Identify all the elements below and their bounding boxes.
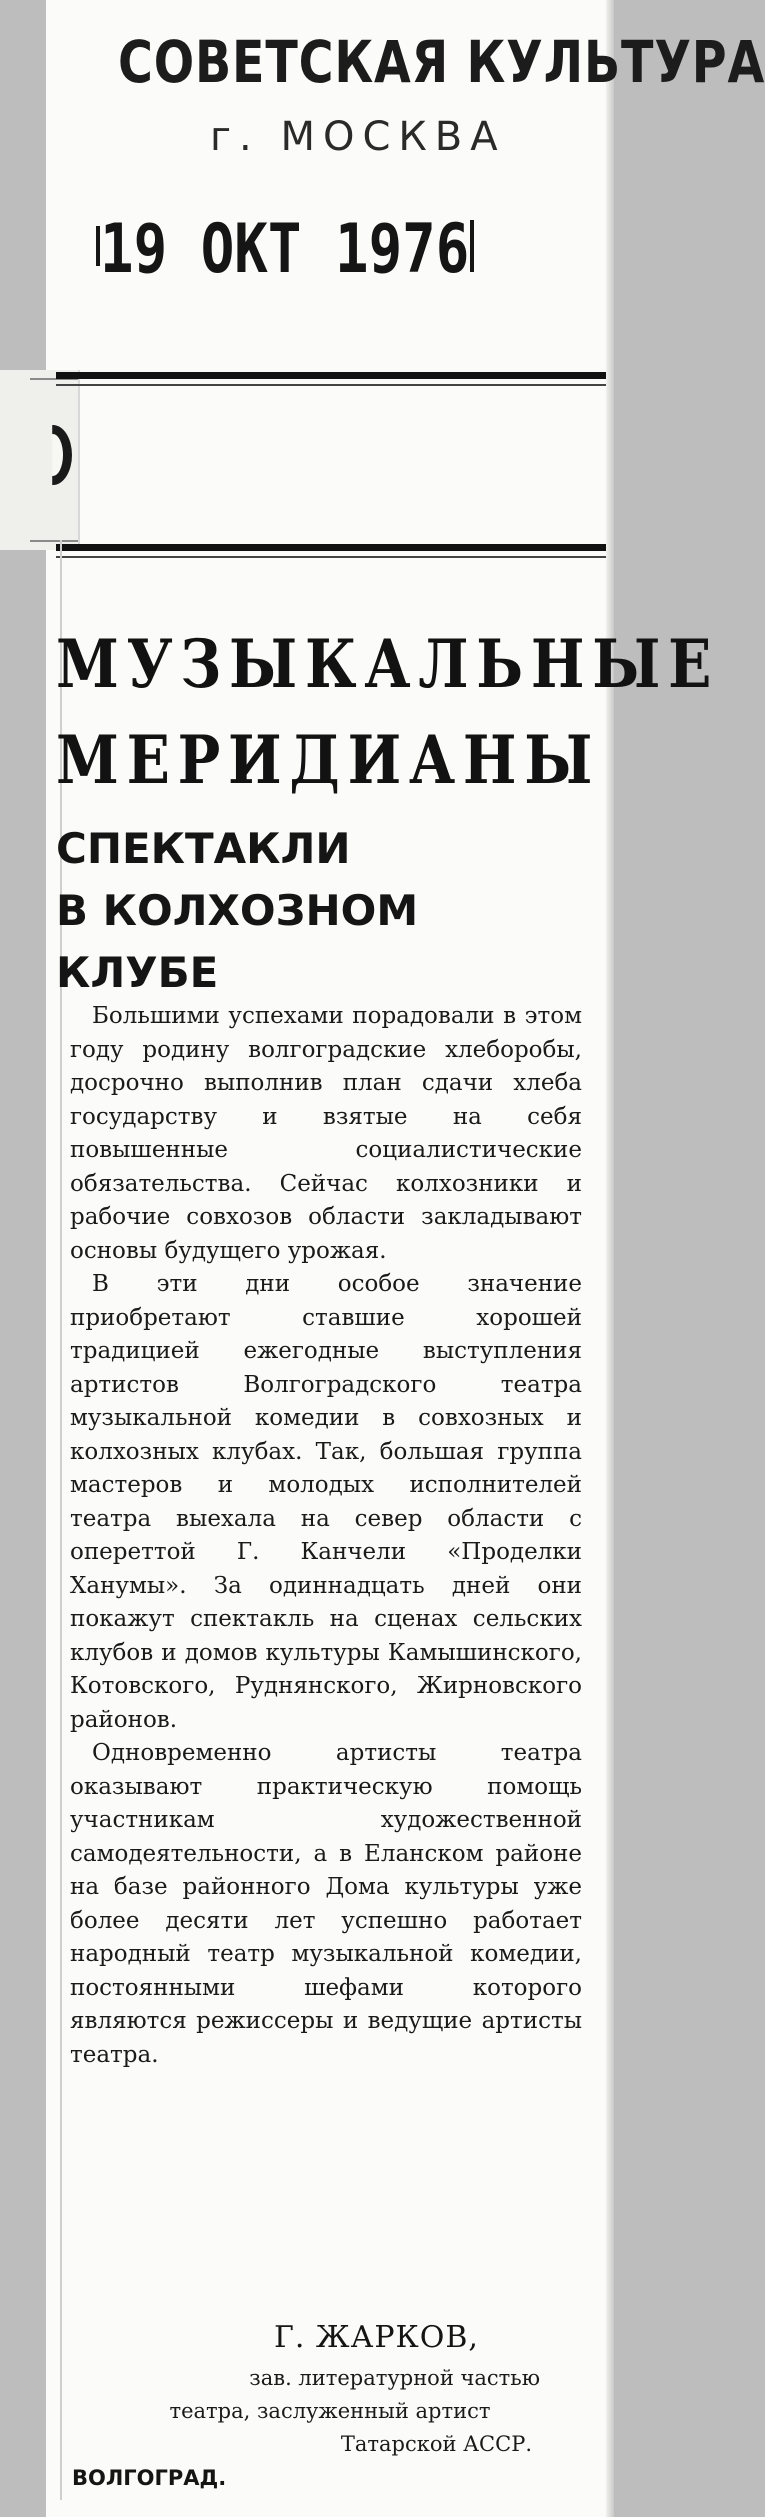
subheadline-line: КЛУБЕ	[56, 948, 219, 997]
headline-line: МЕРИДИАНЫ	[56, 721, 601, 799]
article-paragraph: В эти дни особое значение приобретают ставшие хорошей традицией ежегодные выступления артистов Волгоградского театра музыкальной комедии в совхозных и колхозных клубах. Так, большая группа мастеров и молодых исполнителей театра выехала на север области с опереттой Г. Канчели «Проделки Ханумы». За одиннадцать дней они покажут спектакль на сценах сельских клубов и домов культуры Камышинского, Котовского, Руднянского, Жирновского районов.	[70, 1271, 582, 1733]
section-rule	[56, 544, 606, 551]
dateline: ВОЛГОГРАД.	[72, 2466, 227, 2490]
top-rule-thin	[56, 384, 606, 386]
headline	[56, 616, 719, 808]
author-role-line: театра, заслуженный артист	[169, 2399, 491, 2423]
city-stamp: г. МОСКВА	[210, 114, 506, 160]
newspaper-name-stamp: СОВЕТСКАЯ КУЛЬТУРА	[118, 28, 765, 96]
headline-line: МУЗЫКАЛЬНЫЕ	[56, 625, 720, 703]
date-stamp: 19 ОКТ 1976	[100, 210, 470, 289]
top-rule	[56, 372, 606, 379]
subheadline-line: В КОЛХОЗНОМ	[56, 886, 419, 935]
author-role-line: Татарской АССР.	[340, 2432, 532, 2456]
article-body	[70, 1000, 582, 2072]
stamp-tick-mark	[470, 220, 474, 272]
article-paragraph: Одновременно артисты театра оказывают практическую помощь участникам художественной самодеятельности, а в Еланском районе на базе районного Дома культуры уже более десяти лет успешно работает народный театр музыкальной комедии, постоянными шефами которого являются режиссеры и ведущие артисты театра.	[70, 1740, 582, 2068]
author-role	[80, 2362, 580, 2461]
clipping-edge	[606, 0, 614, 2517]
subheadline	[56, 818, 418, 1004]
fragment-rule	[30, 540, 78, 542]
author-role-line: зав. литературной частью	[249, 2366, 540, 2390]
author-name: Г. ЖАРКОВ,	[274, 2320, 479, 2355]
section-rule-thin	[56, 556, 606, 558]
subheadline-line: СПЕКТАКЛИ	[56, 824, 351, 873]
article-paragraph: Большими успехами порадовали в этом году родину волгоградские хлеборобы, досрочно выполнив план сдачи хлеба государству и взятые на себя повышенные социалистические обязательства. Сейчас колхозники и рабочие совхозов области закладывают основы будущего урожая.	[70, 1003, 582, 1264]
